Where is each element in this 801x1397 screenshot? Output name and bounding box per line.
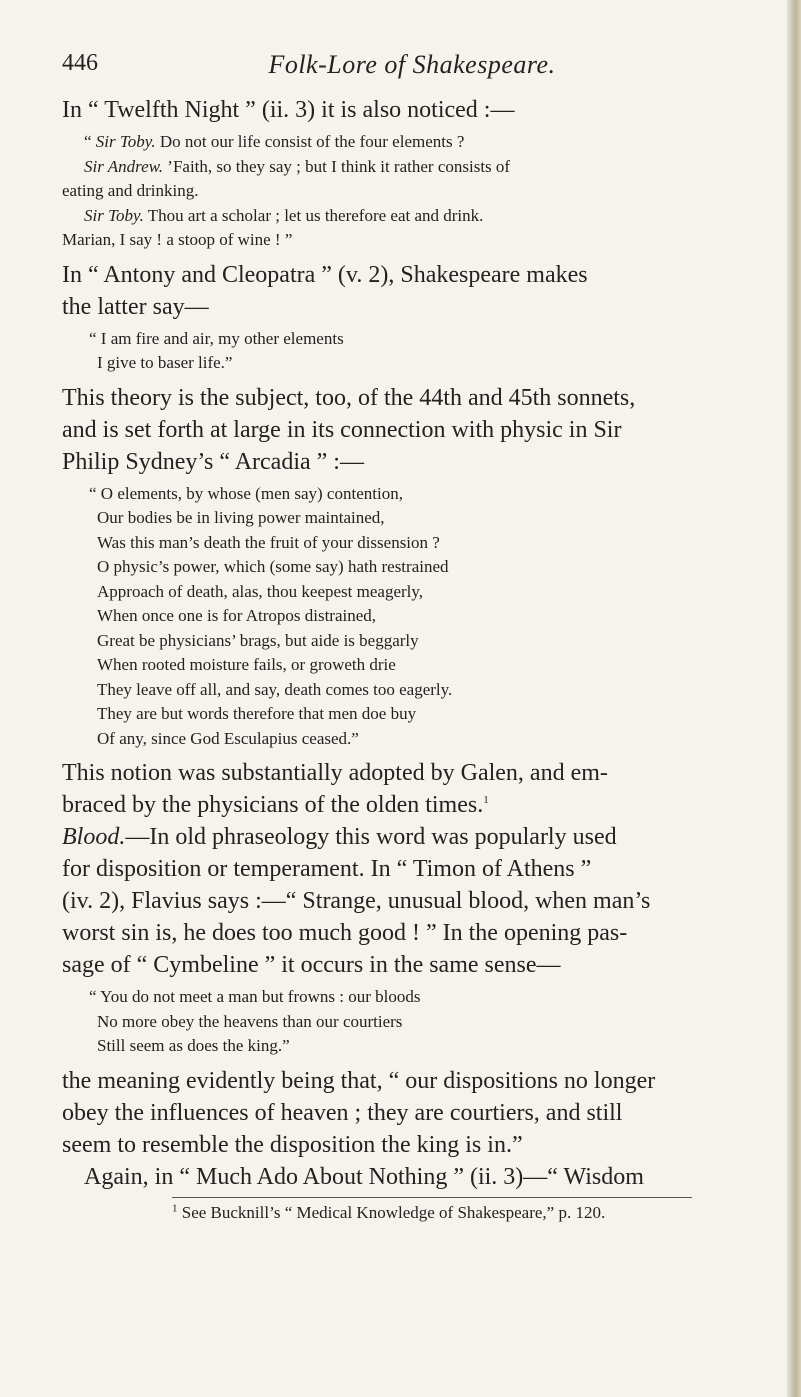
footnote-reference: 1 [483,794,489,806]
verse-line: When rooted moisture fails, or groweth drie [97,655,396,674]
text-line: worst sin is, he does too much good ! ” In the opening pas- [62,920,628,946]
text-line: obey the influences of heaven ; they are courtiers, and still [62,1099,623,1126]
verse-arcadia [89,482,762,752]
text-line: seem to resemble the disposition the king is in.” [62,1131,523,1158]
text-line: Again, in “ Much Ado About Nothing ” (ii. 3)—“ Wisdom [84,1163,644,1190]
verse-antony [89,327,762,376]
verse-line: Was this man’s death the fruit of your dissension ? [97,532,440,552]
verse-line: Great be physicians’ brags, but aide is beggarly [97,630,419,650]
paragraph-blood [62,821,762,981]
page-header [62,50,762,94]
verse-line: When once one is for Atropos distrained, [97,606,377,625]
text-line: Philip Sydney’s “ Arcadia ” :— [62,448,364,475]
text-line: This theory is the subject, too, of the 44th and 45th sonnets, [62,384,636,411]
entry-term: Blood. [62,824,126,850]
verse-line: They are but words therefore that men doe buy [97,704,417,723]
footnote-mark: 1 [172,1201,178,1214]
paragraph-meaning [62,1065,762,1193]
verse-line: Still seem as does the king.” [97,1036,290,1055]
dialog-line: eating and drinking. [62,181,199,200]
quote-twelfth-night [62,130,762,253]
verse-line: “ O elements, by whose (men say) contention, [89,483,403,503]
text-line: This notion was substantially adopted by Galen, and em- [62,760,608,786]
verse-line: No more obey the heavens than our courtiers [97,1011,403,1031]
dialog-line: Sir Toby. Thou art a scholar ; let us therefore eat and drink. [84,205,484,225]
verse-line: Approach of death, alas, thou keepest meagerly, [97,581,424,601]
verse-line: O physic’s power, which (some say) hath restrained [97,557,449,576]
text-line: and is set forth at large in its connection with physic in Sir [62,416,622,443]
text-line: the latter say— [62,293,209,320]
paragraph-twelfth-night: In “ Twelfth Night ” (ii. 3) it is also noticed :— [62,97,515,123]
text-line: Blood.—In old phraseology this word was popularly used [62,824,617,850]
text-line: sage of “ Cymbeline ” it occurs in the same sense— [62,952,561,978]
footnote-rule [172,1197,692,1198]
dialog-line: Sir Andrew. ’Faith, so they say ; but I think it rather consists of [84,156,511,176]
paragraph-galen [62,757,762,821]
verse-cymbeline [89,985,762,1059]
dialog-line: Marian, I say ! a stoop of wine ! ” [62,230,293,249]
verse-line: “ I am fire and air, my other elements [89,328,344,348]
text-line: the meaning evidently being that, “ our dispositions no longer [62,1067,656,1094]
verse-line: Of any, since God Esculapius ceased.” [97,728,359,748]
text-line: In “ Antony and Cleopatra ” (v. 2), Shakespeare makes [62,261,588,288]
paragraph-antony [62,259,762,323]
footnote: $^1$ See Bucknill’s “ Medical Knowledge of Shakespeare,” p. 120. [172,1201,606,1222]
speaker: Sir Toby. [95,132,156,151]
verse-line: Our bodies be in living power maintained, [97,508,385,527]
text-line: (iv. 2), Flavius says :—“ Strange, unusual blood, when man’s [62,888,651,914]
text-line: braced by the physicians of the olden times.$^1$ [62,792,489,818]
dialog-line: “ Sir Toby. Do not our life consist of the four elements ? [84,132,465,151]
speaker: Sir Toby. [84,205,144,225]
page-content [62,50,762,1224]
verse-line: I give to baser life.” [97,353,233,372]
page-edge [787,0,801,1397]
running-title: Folk-Lore of Shakespeare. [268,50,556,79]
speaker: Sir Andrew. [84,156,164,176]
verse-line: “ You do not meet a man but frowns : our bloods [89,987,421,1006]
paragraph-theory [62,382,762,478]
verse-line: They leave off all, and say, death comes too eagerly. [97,679,453,699]
page-number: 446 [62,50,98,76]
text-line: for disposition or temperament. In “ Timon of Athens ” [62,856,592,882]
